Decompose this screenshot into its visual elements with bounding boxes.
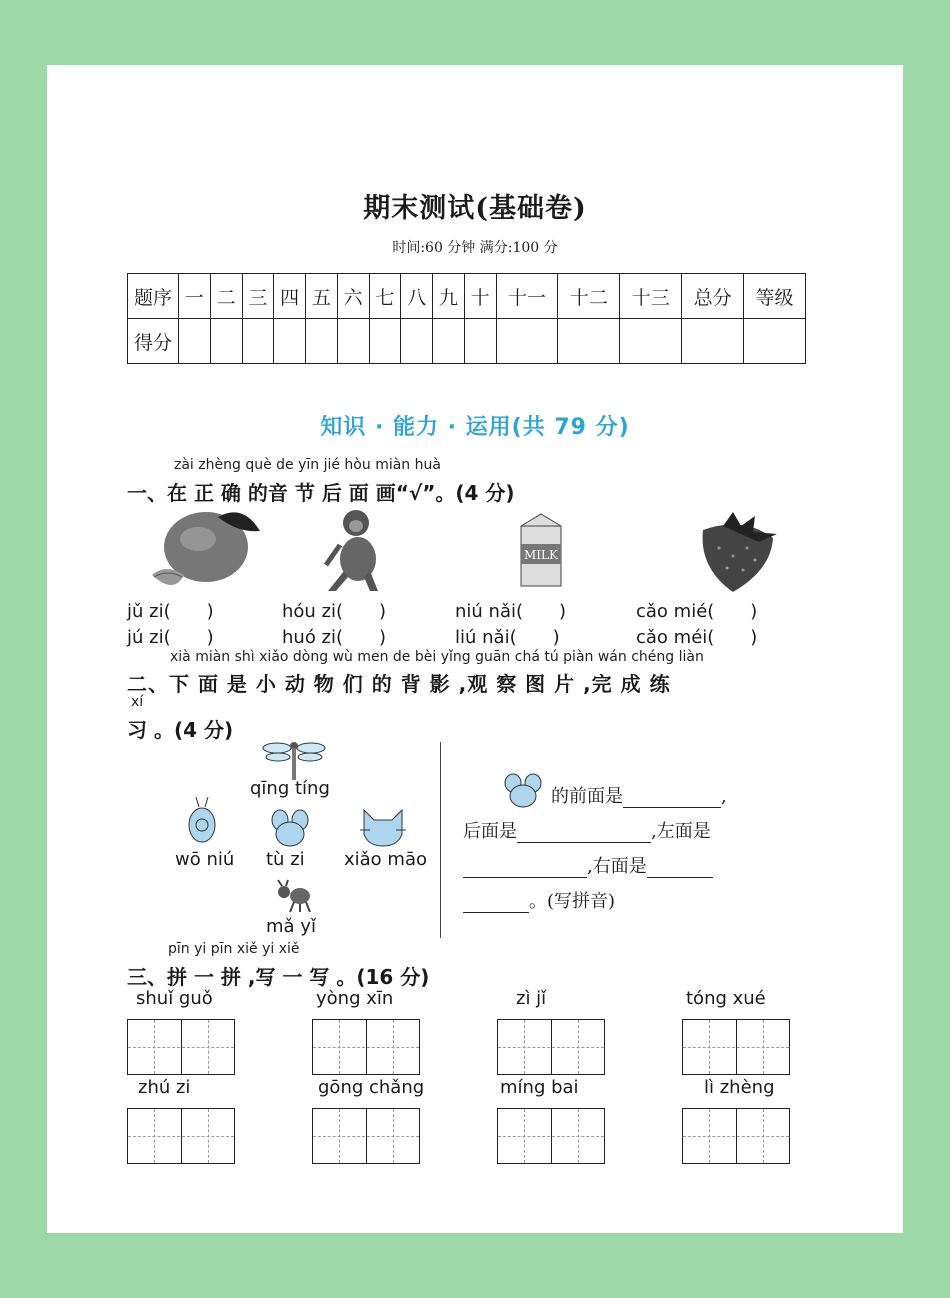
q1-option-milk-a[interactable]: niú nǎi( ) — [455, 601, 567, 622]
score-cell[interactable] — [558, 319, 620, 364]
q3-word-label-2: yòng xīn — [316, 988, 394, 1009]
page-subtitle: 时间:60 分钟 满分:100 分 — [392, 240, 558, 256]
score-table-column-header: 六 — [337, 274, 369, 319]
score-cell[interactable] — [620, 319, 682, 364]
page-title: 期末测试(基础卷) — [363, 193, 587, 224]
score-table-column-header: 十 — [464, 274, 496, 319]
strawberry-image — [693, 508, 788, 594]
score-table-row-header: 得分 — [128, 319, 179, 364]
cat-icon — [358, 806, 408, 850]
q1-option-milk-b[interactable]: liú nǎi( ) — [455, 627, 560, 648]
writing-grid[interactable] — [312, 1019, 420, 1075]
q1-pinyin: zài zhèng què de yīn jié hòu miàn huà — [174, 457, 441, 473]
writing-grid[interactable] — [682, 1108, 790, 1164]
writing-grid[interactable] — [497, 1019, 605, 1075]
writing-grid[interactable] — [497, 1108, 605, 1164]
score-cell[interactable] — [464, 319, 496, 364]
q3-pinyin: pīn yi pīn xiě yi xiě — [168, 941, 300, 957]
rabbit-back-icon — [502, 772, 544, 810]
q2-fill-line-1: 的前面是 , — [551, 786, 727, 807]
score-cell[interactable] — [496, 319, 558, 364]
ant-icon — [272, 878, 316, 914]
score-table-column-header: 十三 — [620, 274, 682, 319]
score-cell[interactable] — [210, 319, 242, 364]
score-table-column-header: 一 — [179, 274, 211, 319]
q1-option-orange-b[interactable]: jú zi( ) — [127, 627, 214, 648]
q2-fill-line-2: 后面是 ,左面是 — [463, 821, 711, 842]
q2-pinyin: xià miàn shì xiǎo dòng wù men de bèi yǐng guān chá tú piàn wán chéng liàn — [170, 649, 704, 665]
writing-grid[interactable] — [127, 1019, 235, 1075]
score-table-row-header: 题序 — [128, 274, 179, 319]
writing-grid[interactable] — [312, 1108, 420, 1164]
section-title: 知识 · 能力 · 运用(共 79 分) — [320, 415, 630, 440]
q3-word-label-3: zì jǐ — [516, 988, 547, 1009]
dragonfly-icon — [262, 738, 326, 782]
q1-option-strawberry-a[interactable]: cǎo mié( ) — [636, 601, 758, 622]
animal-label-dragonfly: qīng tíng — [250, 778, 330, 799]
score-table-column-header: 十二 — [558, 274, 620, 319]
q1-option-strawberry-b[interactable]: cǎo méi( ) — [636, 627, 758, 648]
q2-pinyin-2: xí — [131, 694, 144, 710]
score-cell[interactable] — [274, 319, 306, 364]
score-cell[interactable] — [369, 319, 401, 364]
rabbit-icon — [268, 808, 312, 850]
score-table-column-header: 三 — [242, 274, 274, 319]
q3-word-label-1: shuǐ guǒ — [136, 988, 213, 1009]
answer-blank-back[interactable] — [517, 821, 651, 843]
score-cell[interactable] — [337, 319, 369, 364]
q2-fill-line-3: ,右面是 — [463, 852, 713, 878]
q1-text: 一、在 正 确 的音 节 后 面 画“√”。(4 分) — [127, 481, 515, 505]
score-table-column-header: 四 — [274, 274, 306, 319]
q3-word-label-5: zhú zi — [138, 1077, 191, 1098]
answer-blank-left[interactable] — [463, 856, 587, 878]
score-cell[interactable] — [179, 319, 211, 364]
q2-divider — [440, 742, 441, 938]
q1-option-monkey-a[interactable]: hóu zi( ) — [282, 601, 387, 622]
q3-word-label-7: míng bai — [500, 1077, 579, 1098]
answer-blank-right[interactable] — [647, 856, 713, 878]
score-cell[interactable] — [242, 319, 274, 364]
writing-grid[interactable] — [682, 1019, 790, 1075]
snail-icon — [186, 795, 220, 845]
answer-blank-front[interactable] — [623, 786, 721, 808]
score-cell[interactable] — [306, 319, 338, 364]
score-table-column-header: 五 — [306, 274, 338, 319]
monkey-image — [318, 505, 388, 593]
score-table-column-header: 二 — [210, 274, 242, 319]
milk-carton-image — [517, 512, 565, 588]
q3-word-label-8: lì zhèng — [704, 1077, 775, 1098]
score-table-column-header: 总分 — [682, 274, 744, 319]
animal-label-snail: wō niú — [175, 849, 235, 870]
score-cell[interactable] — [401, 319, 433, 364]
score-table-column-header: 十一 — [496, 274, 558, 319]
q1-option-orange-a[interactable]: jǔ zi( ) — [127, 601, 214, 622]
score-table-column-header: 等级 — [744, 274, 806, 319]
q2-text: 二、下 面 是 小 动 物 们 的 背 影 ,观 察 图 片 ,完 成 练 — [127, 672, 671, 696]
q3-text: 三、拼 一 拼 ,写 一 写 。(16 分) — [127, 965, 430, 989]
animal-label-rabbit: tù zi — [266, 849, 305, 870]
milk-label: MILK — [524, 548, 558, 562]
orange-image — [148, 503, 268, 595]
score-cell[interactable] — [744, 319, 806, 364]
q1-option-monkey-b[interactable]: huó zi( ) — [282, 627, 387, 648]
score-table-column-header: 八 — [401, 274, 433, 319]
score-table-column-header: 七 — [369, 274, 401, 319]
q3-word-label-6: gōng chǎng — [318, 1077, 425, 1098]
q2-fill-line-4: 。(写拼音) — [463, 887, 615, 913]
score-table-score-row — [128, 319, 806, 364]
animal-label-cat: xiǎo māo — [344, 849, 427, 870]
score-cell[interactable] — [682, 319, 744, 364]
score-cell[interactable] — [433, 319, 465, 364]
answer-blank-right-cont[interactable] — [463, 891, 529, 913]
score-table-column-header: 九 — [433, 274, 465, 319]
q3-word-label-4: tóng xué — [686, 988, 766, 1009]
score-table — [127, 273, 806, 364]
score-table-header-row — [128, 274, 806, 319]
q2-text-2: 习 。(4 分) — [127, 718, 234, 742]
animal-label-ant: mǎ yǐ — [266, 916, 316, 937]
writing-grid[interactable] — [127, 1108, 235, 1164]
